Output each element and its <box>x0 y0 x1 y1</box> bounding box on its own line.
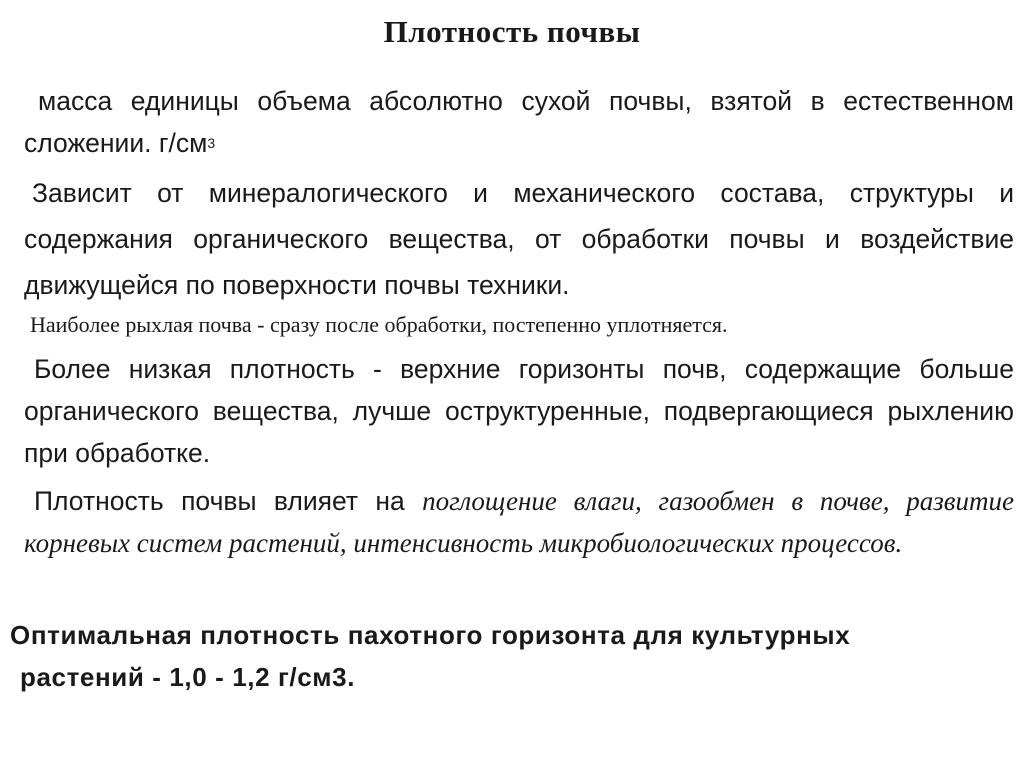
optimal-density-paragraph <box>10 614 1008 698</box>
influence-italic-text: поглощение влаги, газообмен в почве, развитие корневых систем растений, интенсивность микробиологических процессов. <box>24 486 1014 558</box>
slide-title: Плотность почвы <box>383 14 641 49</box>
loose-soil-paragraph: Наиболее рыхлая почва - сразу после обработки, постепенно уплотняется. <box>30 312 728 337</box>
lower-density-paragraph: Более низкая плотность - верхние горизонты почв, содержащие больше органического вещества, лучше оструктуренные, подвергающиеся рыхлению при обработке. <box>24 354 1014 468</box>
dependency-paragraph: Зависит от минералогического и механического состава, структуры и содержания органического вещества, от обработки почвы и воздействие движущейся по поверхности почвы техники. <box>24 178 1014 300</box>
influence-paragraph <box>24 480 1014 564</box>
superscript-three: 3 <box>207 135 216 151</box>
optimal-density-line-1: Оптимальная плотность пахотного горизонта для культурных <box>10 620 851 650</box>
optimal-density-line-2: растений - 1,0 - 1,2 г/см3. <box>20 662 356 692</box>
influence-lead-text: Плотность почвы влияет на <box>34 486 423 516</box>
definition-text: масса единицы объема абсолютно сухой почвы, взятой в естественном сложении. г/см <box>24 86 1014 158</box>
definition-paragraph <box>24 80 1014 168</box>
